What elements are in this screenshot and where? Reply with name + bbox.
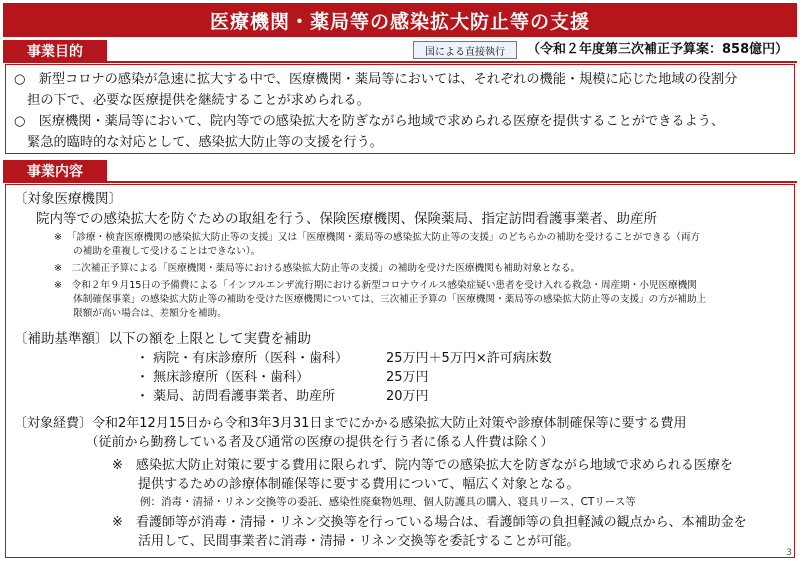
budget-text: （令和２年度第三次補正予算案：858億円） — [527, 42, 789, 57]
purpose-box — [5, 64, 795, 154]
subsidy-row — [14, 387, 786, 406]
direct-execution-badge: 国による直接執行 — [413, 41, 517, 59]
subsidy-row-value: 25万円 — [386, 370, 429, 385]
note-line: ※ 令和２年９月15日の予備費による「インフルエンザ流行期における新型コロナウイルス感染症疑い患者を受け入れる救急・周産期・小児医療機関 — [54, 280, 697, 291]
expense-note-line: ※ 感染拡大防止対策に要する費用に限られず、院内等での感染拡大を防ぎながら地域で求められる医療を — [112, 458, 733, 473]
note-line: の補助を重複して受けることはできない）。 — [54, 246, 261, 257]
purpose-line: ○ 医療機関・薬局等において、院内等での感染拡大を防ぎながら地域で求められる医療を提供することができるよう、 — [14, 114, 725, 129]
expense-note-line: ※ 看護師等が消毒・清掃・リネン交換等を行っている場合は、看護師等の負担軽減の観点から、本補助金を — [112, 515, 747, 530]
purpose-line: 担の下で、必要な医療提供を継続することが求められる。 — [14, 93, 370, 108]
content-label: 事業内容 — [3, 160, 107, 181]
subsidy-row-label: ・ 無床診療所（医科・歯科） — [136, 370, 310, 385]
note-line: 限額が高い場合は、差額分を補助。 — [54, 308, 227, 319]
expense-line: （従前から勤務している者及び通常の医療の提供を行う者に係る人件費は除く） — [14, 435, 554, 450]
expense-note-1 — [14, 456, 786, 510]
subsidy-row — [14, 368, 786, 387]
subsidy-row-label: ・ 病院・有床診療所（医科・歯科） — [136, 351, 349, 366]
purpose-line: 緊急的臨時的な対応として、感染拡大防止等の支援を行う。 — [14, 135, 383, 150]
expense-note-line: 提供するための診療体制確保等に要する費用について、幅広く対象となる。 — [112, 477, 580, 492]
target-notes — [14, 231, 786, 321]
purpose-label: 事業目的 — [3, 40, 107, 61]
subsidy-row-label: ・ 薬局、訪問看護事業者、助産所 — [136, 389, 336, 404]
note-line: ※ 「診療・検査医療機関の感染拡大防止等の支援」又は「医療機関・薬局等の感染拡大防止等の支援」のどちらかの補助を受けることができる（両方 — [54, 232, 701, 243]
expense-note-2 — [14, 513, 786, 551]
target-body: 院内等での感染拡大を防ぐための取組を行う、保険医療機関、保険薬局、指定訪問看護事業者、助産所 — [36, 211, 657, 227]
expense-note-line: 活用して、民間事業者に消毒・清掃・リネン交換等を委託することが可能。 — [112, 534, 580, 549]
page-number: 3 — [786, 548, 792, 558]
content-section-header — [3, 160, 797, 183]
page-title: 医療機関・薬局等の感染拡大防止等の支援 — [3, 3, 797, 37]
subsidy-heading: 〔補助基準額〕以下の額を上限として実費を補助 — [14, 331, 311, 347]
note-line: ※ 二次補正予算による「医療機関・薬局等における感染拡大防止等の支援」の補助を受けた医療機関も補助対象となる。 — [54, 263, 581, 274]
content-box — [5, 184, 795, 558]
example-text: 例：消毒・清掃・リネン交換等の委託、感染性廃棄物処理、個人防護具の購入、寝具リース、CTリース等 — [140, 496, 636, 508]
subsidy-row-value: 25万円＋5万円×許可病床数 — [386, 351, 552, 366]
subsidy-row-value: 20万円 — [386, 389, 429, 404]
target-heading: 〔対象医療機関〕 — [14, 191, 122, 207]
subsidy-row — [14, 349, 786, 368]
note-line: 体制確保事業」の感染拡大防止等の補助を受けた医療機関については、三次補正予算の「医療機関・薬局等の感染拡大防止等の支援」の方が補助上 — [54, 294, 707, 305]
expense-line: 〔対象経費〕令和2年12月15日から令和3年3月31日までにかかる感染拡大防止対策や診療体制確保等に要する費用 — [14, 416, 687, 431]
purpose-line: ○ 新型コロナの感染が急速に拡大する中で、医療機関・薬局等においては、それぞれの機能・規模に応じた地域の役割分 — [14, 72, 738, 87]
